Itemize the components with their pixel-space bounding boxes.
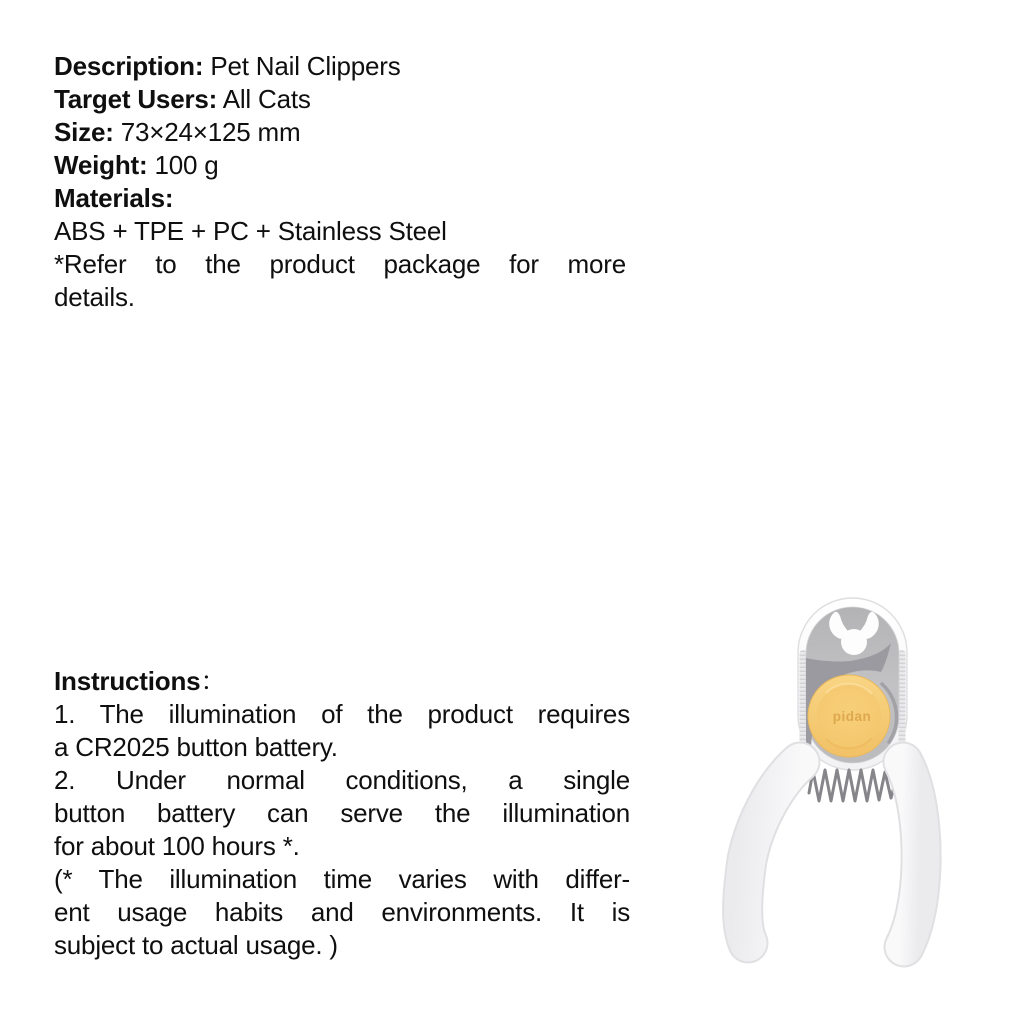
- instruction-line: [54, 797, 630, 830]
- spec-line-weight: [54, 149, 626, 182]
- instruction-text: 1. The illumination of the product requires: [54, 699, 630, 729]
- instruction-text: ent usage habits and environments. It is: [54, 897, 630, 927]
- spec-label: Materials:: [54, 183, 174, 213]
- instruction-line: [54, 929, 630, 962]
- clipper-spring: [809, 770, 896, 801]
- instruction-line: [54, 863, 630, 896]
- instruction-text: 2. Under normal conditions, a single: [54, 765, 630, 795]
- instruction-text: button battery can serve the illumination: [54, 798, 630, 828]
- spec-text: *Refer to the product package for more: [54, 249, 626, 279]
- brand-logo-text: pidan: [832, 709, 872, 724]
- spec-line-size: [54, 116, 626, 149]
- instruction-line: [54, 896, 630, 929]
- illumination-button: [808, 675, 890, 757]
- spec-label: Description:: [54, 51, 204, 81]
- instruction-line: [54, 830, 630, 863]
- instructions-block: [54, 665, 630, 962]
- instructions-heading-text: Instructions: [54, 666, 201, 696]
- spec-label: Weight:: [54, 150, 148, 180]
- instruction-text: a CR2025 button battery.: [54, 732, 338, 762]
- spec-line-target-users: [54, 83, 626, 116]
- instruction-text: subject to actual usage. ): [54, 930, 338, 960]
- spec-line-materials-value: [54, 215, 626, 248]
- right-handle: [903, 762, 921, 947]
- spec-value: 73×24×125 mm: [120, 117, 301, 147]
- clipper-grip-ribs-left: [800, 650, 807, 750]
- spec-line-note-1: [54, 248, 626, 281]
- spec-value: All Cats: [222, 84, 311, 114]
- spec-text: details.: [54, 282, 135, 312]
- product-photo-nail-clippers: [695, 580, 955, 980]
- left-handle: [743, 762, 800, 943]
- product-specs-block: [54, 50, 626, 314]
- spec-value: Pet Nail Clippers: [210, 51, 401, 81]
- clipper-grip-ribs-right: [899, 650, 906, 750]
- spec-line-note-2: [54, 281, 626, 314]
- clipper-head: [798, 598, 907, 770]
- spec-label: Target Users:: [54, 84, 218, 114]
- instruction-line: [54, 764, 630, 797]
- instruction-text: (* The illumination time varies with differ-: [54, 864, 630, 894]
- instructions-heading-colon: ：: [200, 666, 227, 696]
- spec-text: ABS + TPE + PC + Stainless Steel: [54, 216, 447, 246]
- spec-label: Size:: [54, 117, 114, 147]
- instruction-line: [54, 698, 630, 731]
- instructions-heading: [54, 665, 630, 698]
- spec-line-description: [54, 50, 626, 83]
- spec-line-materials: [54, 182, 626, 215]
- instruction-text: for about 100 hours *.: [54, 831, 300, 861]
- instruction-line: [54, 731, 630, 764]
- spec-value: 100 g: [154, 150, 219, 180]
